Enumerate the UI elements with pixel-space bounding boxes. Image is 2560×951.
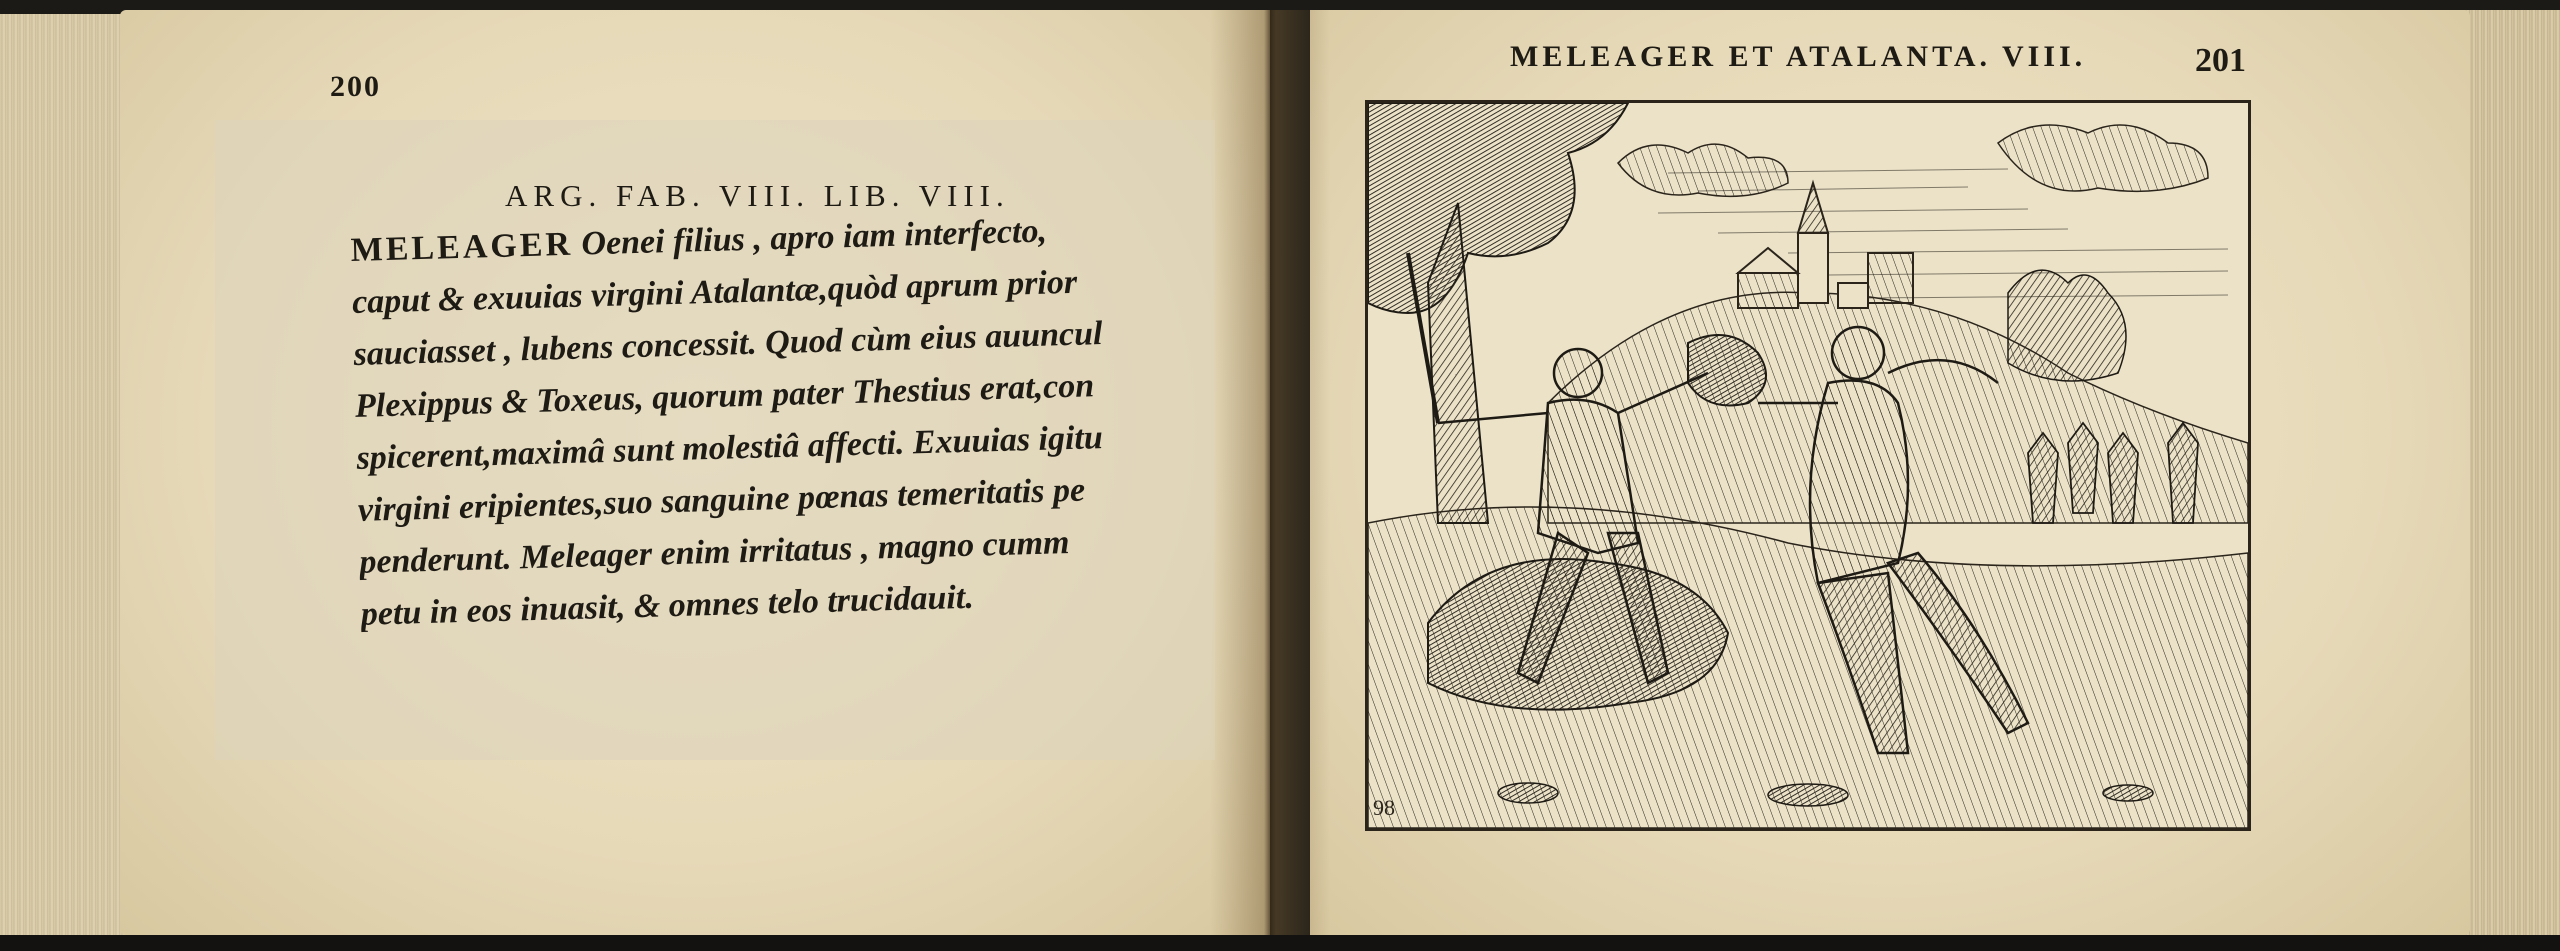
bottom-shadow bbox=[0, 935, 2560, 951]
text-line-caps: MELEAGER bbox=[350, 225, 574, 269]
text-line: petu in eos inuasit, & omnes telo trucidauit. bbox=[360, 578, 975, 633]
argument-text bbox=[350, 200, 1261, 641]
text-line-content: Oenei filius , apro iam interfecto, bbox=[572, 212, 1048, 263]
text-line: spicerent,maximâ sunt molestiâ affecti. Exuuias igitu bbox=[356, 419, 1104, 477]
text-line: caput & exuuias virgini Atalantæ,quòd aprum prior bbox=[351, 263, 1078, 321]
argument-heading: ARG. FAB. VIII. LIB. VIII. bbox=[505, 178, 1010, 213]
woodcut-illustration bbox=[1365, 100, 2251, 831]
text-line: Plexippus & Toxeus, quorum pater Thestius erat,con bbox=[354, 367, 1095, 425]
woodcut-svg bbox=[1368, 103, 2248, 828]
page-number-left: 200 bbox=[330, 70, 381, 103]
running-head: MELEAGER ET ATALANTA. VIII. bbox=[1510, 40, 2087, 73]
page-number-right: 201 bbox=[2195, 42, 2246, 79]
text-line: penderunt. Meleager enim irritatus , magno cumm bbox=[358, 524, 1070, 581]
plate-number: 98 bbox=[1373, 795, 1395, 820]
text-line: sauciasset , lubens concessit. Quod cùm eius auuncul bbox=[353, 315, 1103, 373]
text-line: virgini eripientes,suo sanguine pœnas temeritatis pe bbox=[357, 471, 1086, 529]
